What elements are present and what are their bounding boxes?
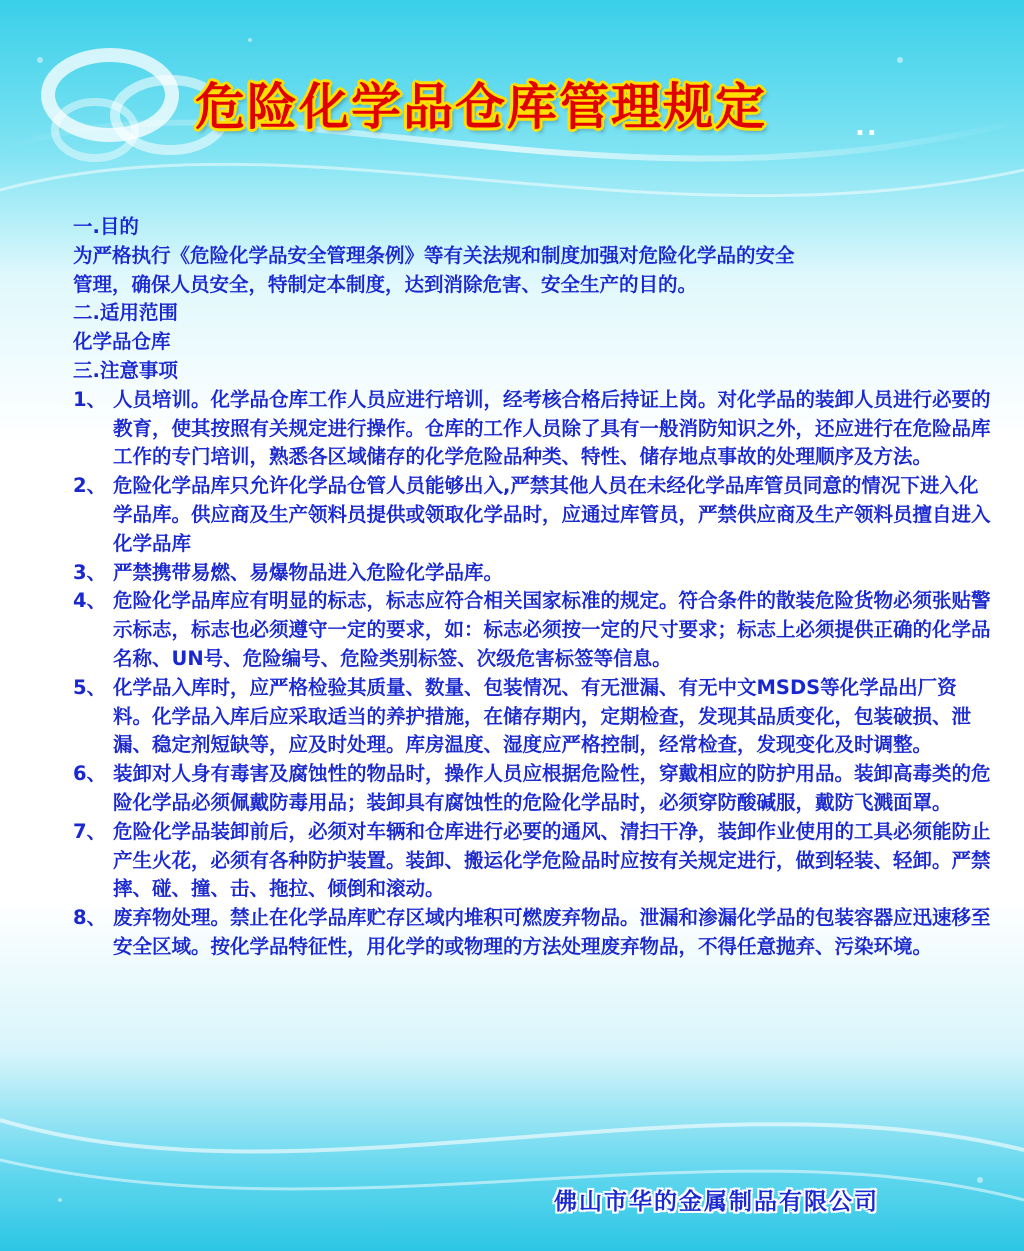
item-number: 6、 bbox=[73, 762, 107, 786]
item-number: 1、 bbox=[73, 387, 107, 411]
item-number: 2、 bbox=[73, 474, 107, 498]
item-text: 危险化学品库只允许化学品仓管人员能够出入,严禁其他人员在未经化学品库管员同意的情况下进入化学品库。供应商及生产领料员提供或领取化学品时，应通过库管员，严禁供应商及生产领料员擅自进入化学品库 bbox=[113, 474, 991, 555]
item-text: 危险化学品装卸前后，必须对车辆和仓库进行必要的通风、清扫干净，装卸作业使用的工具必须能防止产生火花，必须有各种防护装置。装卸、搬运化学危险品时应按有关规定进行，做到轻装、轻卸。严禁摔、碰、撞、击、拖拉、倾倒和滚动。 bbox=[113, 819, 991, 901]
item-text: 人员培训。化学品仓库工作人员应进行培训，经考核合格后持证上岗。对化学品的装卸人员进行必要的教育，使其按照有关规定进行操作。仓库的工作人员除了具有一般消防知识之外，还应进行在危险品库工作的专门培训，熟悉各区域储存的化学危险品种类、特性、储存地点事故的处理顺序及方法。 bbox=[113, 387, 991, 469]
item-number: 3、 bbox=[73, 560, 107, 584]
section-heading-scope: 二.适用范围 bbox=[73, 301, 178, 325]
list-item bbox=[73, 559, 993, 588]
section-heading-purpose: 一.目的 bbox=[73, 215, 139, 238]
title-dots: .. bbox=[855, 112, 879, 142]
item-number: 5、 bbox=[73, 675, 107, 699]
list-item bbox=[73, 587, 993, 673]
list-item bbox=[73, 904, 993, 962]
item-text: 废弃物处理。禁止在化学品库贮存区域内堆积可燃废弃物品。泄漏和渗漏化学品的包装容器应迅速移至安全区域。按化学品特征性，用化学的或物理的方法处理废弃物品，不得任意抛弃、污染环境。 bbox=[113, 906, 991, 958]
regulation-content bbox=[73, 213, 993, 962]
section-heading-notes: 三.注意事项 bbox=[73, 358, 178, 382]
page-title: 危险化学品仓库管理规定 bbox=[195, 78, 767, 136]
item-text: 严禁携带易燃、易爆物品进入危险化学品库。 bbox=[113, 560, 504, 584]
item-number: 7、 bbox=[73, 819, 107, 843]
item-text: 装卸对人身有毒害及腐蚀性的物品时，操作人员应根据危险性，穿戴相应的防护用品。装卸高毒类的危险化学品必须佩戴防毒用品；装卸具有腐蚀性的危险化学品时，必须穿防酸碱服，戴防飞溅面罩。 bbox=[113, 762, 991, 814]
list-item bbox=[73, 472, 993, 558]
item-number: 8、 bbox=[73, 906, 107, 930]
scope-text: 化学品仓库 bbox=[73, 330, 171, 354]
item-text: 化学品入库时，应严格检验其质量、数量、包装情况、有无泄漏、有无中文MSDS等化学品出厂资料。化学品入库后应采取适当的养护措施，在储存期内，定期检查，发现其品质变化，包装破损、泄漏、稳定剂短缺等，应及时处理。库房温度、湿度应严格控制，经常检查，发现变化及时调整。 bbox=[113, 675, 972, 757]
list-item bbox=[73, 386, 993, 472]
company-name: 佛山市华的金属制品有限公司 bbox=[554, 1189, 879, 1215]
list-item bbox=[73, 760, 993, 818]
list-item bbox=[73, 818, 993, 904]
item-number: 4、 bbox=[73, 589, 107, 613]
purpose-line: 为严格执行《危险化学品安全管理条例》等有关法规和制度加强对危险化学品的安全 bbox=[73, 243, 795, 267]
list-item bbox=[73, 674, 993, 760]
item-text: 危险化学品库应有明显的标志，标志应符合相关国家标准的规定。符合条件的散装危险货物必须张贴警示标志，标志也必须遵守一定的要求，如：标志必须按一定的尺寸要求；标志上必须提供正确的化学品名称、UN号、危险编号、危险类别标签、次级危害标签等信息。 bbox=[113, 589, 991, 670]
purpose-line: 管理，确保人员安全，特制定本制度，达到消除危害、安全生产的目的。 bbox=[73, 272, 698, 296]
